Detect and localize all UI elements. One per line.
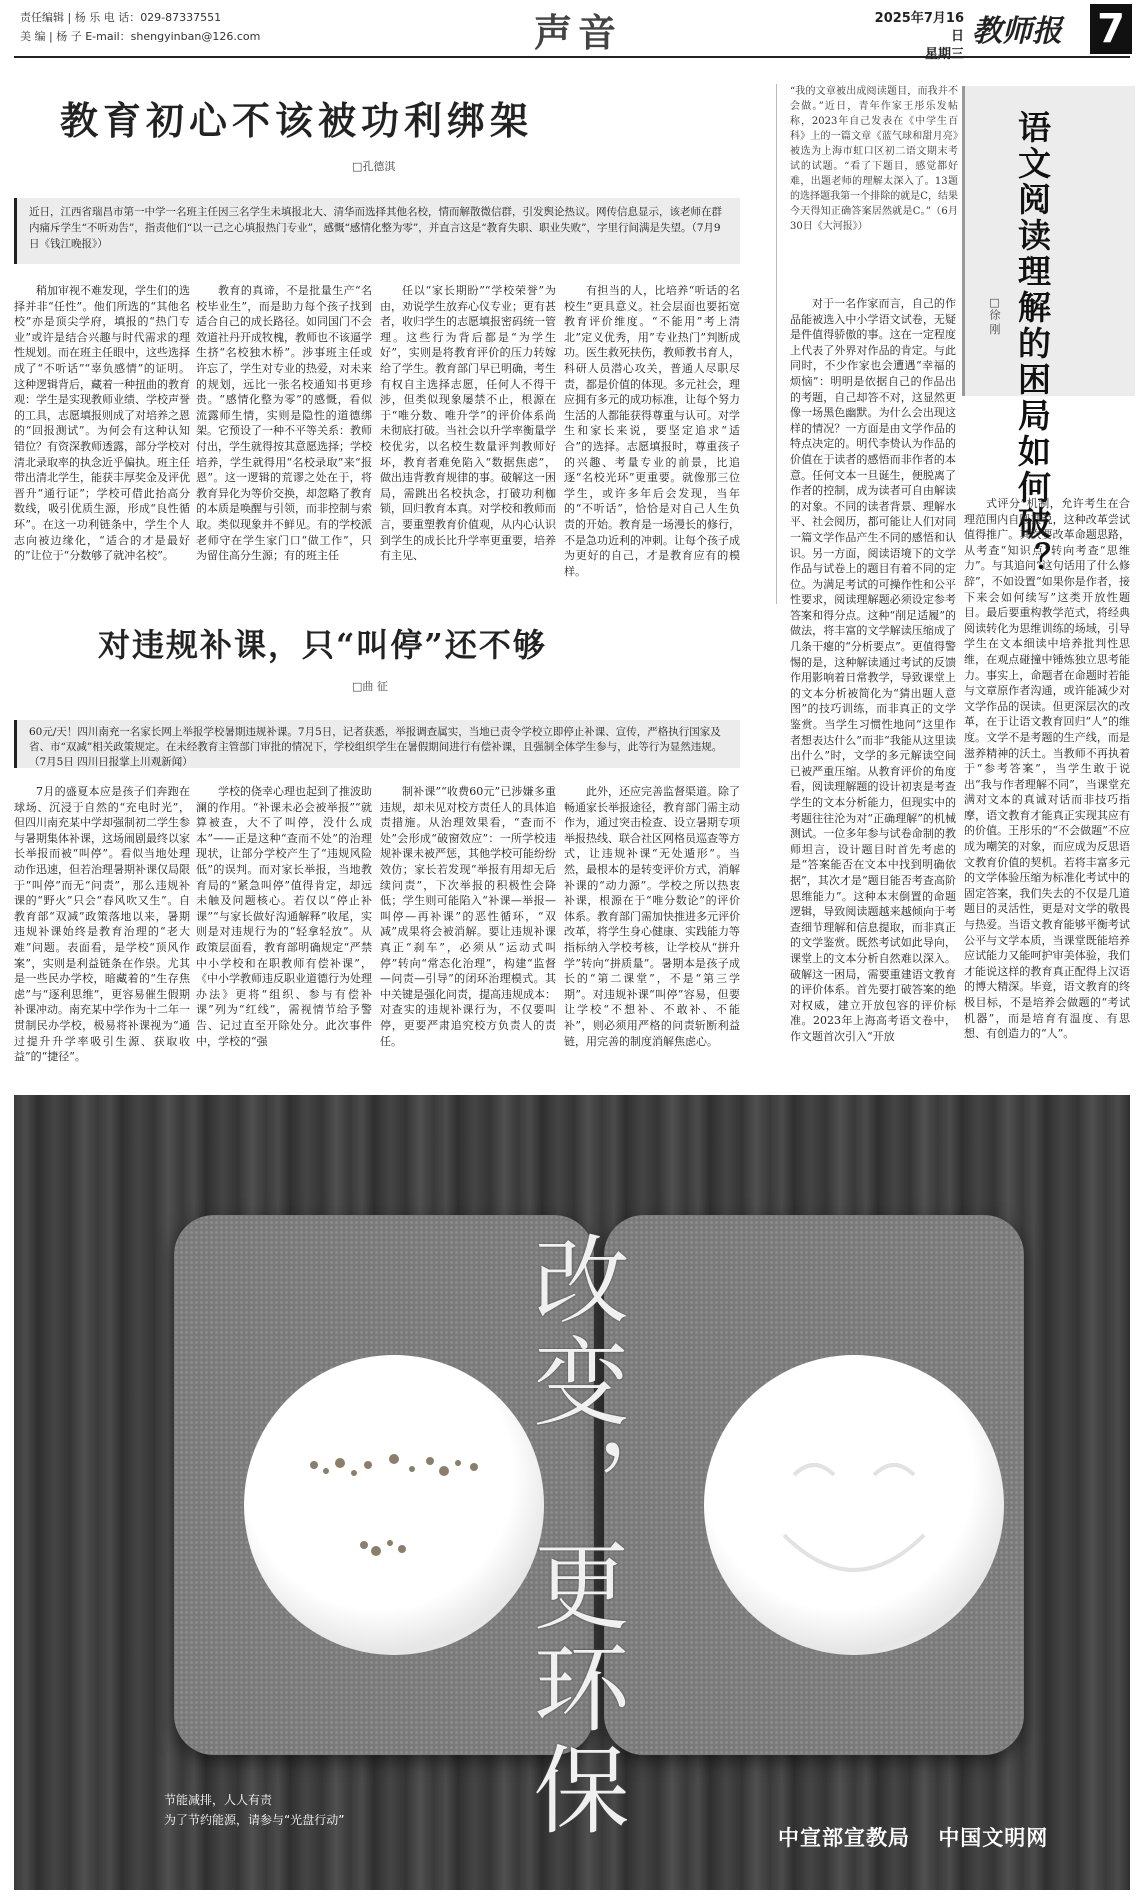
article3-column-1 [790,296,956,1084]
ad-slogan: 改变，更环保 [518,1230,630,1842]
article3-byline: □徐 刚 [988,296,1001,335]
food-scraps-icon [244,1355,544,1655]
article2-column-2 [196,784,372,1084]
masthead [14,4,1130,62]
article2-column-4 [564,784,740,1084]
ad-note [164,1790,344,1830]
issue-date [864,10,964,64]
article1-column-2 [196,283,372,601]
ad-note-line1: 节能减排，人人有责 [164,1793,273,1807]
article2-column-1 [14,784,190,1084]
article1-byline: □孔德淇 [352,160,396,173]
article1-column-3 [380,283,556,601]
article3-title: 语文阅读理解的困局如何破？ [1013,110,1052,578]
article3-column-2 [964,496,1130,1084]
date-text: 2025年7月16日 [874,11,964,44]
page-number: 7 [1090,4,1132,54]
clean-plate [704,1355,1004,1655]
article2-column-4-text: 此外，还应完善监督渠道。除了畅通家长举报途径，教育部门需主动作为，通过突击检查、设立暑期专项举报热线、联合社区网格员巡查等方式，让违规补课“无处遁形”。当然，最根本的是转变评价方式，消解补课的“动力源”。学校之所以热衷补课，根源在于“唯分数论”的评价体系。教育部门需加快推进多元评价改革，将学生身心健康、实践能力等指标纳入学校考核，让学校从“拼升学”转向“拼质量”。暑期本是孩子成长的“第二课堂”，不是“第三学期”。对违规补课“叫停”容易，但要让学校“不想补、不敢补、不能补”，则必须用严格的问责斩断利益链，用完善的制度消解焦虑心。 [564,785,740,1048]
article3-column-2-text: 式评分”机制，允许考生在合理范围内自圆其说，这种改革尝试值得推广。其次要改革命题思路，从考查“知识点”转向考查“思维力”。与其追问“这句话用了什么修辞”，不如设置“如果你是作者，接下来会如何续写”这类开放性题目。最后要重构教学范式，将经典阅读转化为思维训练的场域，引导学生在文本细读中培养批判性思维，在观点碰撞中锤炼独立思考能力。事实上，命题者在命题时若能与文章原作者沟通，或许能减少对文学作品的误读。但更深层次的改革，在于让语文教育回归“人”的维度。文学不是考题的生产线，而是滋养精神的沃土。当教师不再执着于“参考答案”，当学生敢于说出“我与作者理解不同”，当课堂充满对文本的真诚对话而非技巧指摩，语文教育才能真正实现其应有的价值。王彤乐的“不会做题”不应成为嘲笑的对象，而应成为反思语文教育价值的契机。若将丰富多元的文学体验压缩为标准化考试中的固定答案，我们失去的不仅是几道题目的灵活性，更是对文学的敬畏与热爱。当语文教育能够平衡考试公平与文学本质，当课堂既能培养应试能力又能呵护审美体验，我们才能说这样的教育真正配得上汉语的博大精深。毕竟，语文教育的终极目标，不是培养会做题的“考试机器”，而是培育有温度、有思想、有创造力的“人”。 [964,497,1130,1041]
paper-logo: 教师报 [972,14,1062,49]
editor-line: 责任编辑 | 杨 乐 电 话：029-87337551 [20,11,222,24]
article1-column-4 [564,283,740,601]
editor-info [20,8,260,46]
article1-column-4-text: 有担当的人，比培养“听话的名校生”更具意义。社会层面也要拓宽教育评价维度。“不能用”考上清北”定义优秀，用”专业热门”判断成功。医生救死扶伤，教师教书育人，科研人员潜心攻关，普通人尽职尽责，都是价值的体现。多元社会，理应拥有多元的成功标准，让每个努力生活的人都能获得尊重与认可。对学生和家长来说，要坚定追求“适合”的选择。志愿填报时，尊重孩子的兴趣、考量专业的前景，比追逐“名校光环”更重要。就像那三位学生，或许多年后会发现，当年的“不听话”，恰恰是对自己人生负责的开始。教育是一场漫长的修行，不是急功近利的冲刺。让每个孩子成为更好的自己，才是教育应有的模样。 [564,284,740,578]
article2-byline: □曲 征 [352,680,388,693]
article3-quote: “我的文章被出成阅读题目，而我并不会做。”近日，青年作家王彤乐发帖称，2023年自己发表在《中学生百科》上的一篇文章《蓝气球和甜月亮》被选为上海市虹口区初二语文期末考试的试题。“看了下题目，感觉都好难，出题老师的理解太深入了。13题的选择题我第一个排除的就是C，结果今天得知正确答案居然就是C。”（6月30日《大河报》） [790,86,958,232]
article1-column-1 [14,283,190,601]
article1-column-1-text: 稍加审视不难发现，学生们的选择并非“任性”。他们所选的“其他名校”亦是顶尖学府，填报的“热门专业”或许是结合兴趣与时代需求的理性规划。而在班主任眼中，这些选择成了“不听话”“辜负感情”的证明。这种逻辑背后，藏着一种扭曲的教育观：学生是实现教师业绩、学校声誉的工具，志愿填报则成了对培养之恩的“回报测试”。为何会有这种认知错位？有资深教师透露，部分学校对清北录取率的执念近乎偏执。班主任带出清北学生，能获丰厚奖金及评优晋升“通行证”；学校可借此抬高分数线，吸引优质生源，形成“良性循环”。在这一功利链条中，学生个人志向被边缘化，“适合的才是最好的”让位于“分数够了就冲名校”。 [14,284,190,563]
ad-org-1: 中宣部宣教局 [778,1826,910,1850]
article2-column-1-text: 7月的盛夏本应是孩子们奔跑在球场、沉浸于自然的“充电时光”，但四川南充某中学却强制初二学生参与暑期集体补课，这场闹剧最终以家长举报而被“叫停”。看似当地处理动作迅速，但若治理暑期补课仅局限于“叫停”而无“问责”，那么违规补课的“野火”只会“春风吹又生”。自教育部“双减”政策落地以来，暑期违规补课始终是教育治理的“老大难”问题。表面看，是学校“顶风作案”，实则是利益链条在作祟。尤其是一些民办学校，暗藏着的“生存焦虑”与“逐利思维”，更容易催生假期补课冲动。南充某中学作为十二年一贯制民办学校，极易将补课视为“通过提升升学率吸引生源、获取收益”的“捷径”。 [14,785,190,1064]
weekday-text: 星期三 [924,47,964,62]
public-service-ad [14,1095,1130,1890]
article1-title: 教育初心不该被功利绑架 [60,98,534,143]
article1-news-box: 近日，江西省瑞昌市第一中学一名班主任因三名学生未填报北大、清华而选择其他名校，情而解散微信群，引发舆论热议。网传信息显示，该老师在群内痛斥学生“不听劝告”，指责他们“以一己之心填报热门专业”，感慨“感情化整为零”，并直言这是“教育失职、职业失败”，字里行间满是失望。（7月9日《钱江晚报》） [14,198,740,264]
ad-organizations [778,1822,1048,1852]
smile-icon [704,1355,1004,1655]
column-divider [776,84,777,604]
designer-line: 美 编 | 杨 子 E-mail：shengyinban@126.com [20,30,261,43]
article1-column-3-text: 任以“家长期盼”“学校荣誉”为由，劝说学生放弃心仪专业；更有甚者，收归学生的志愿填报密码统一管理。这些行为背后都是“为学生好”，实则是将教育评价的压力转嫁给了学生。教育部门早已明确，考生有权自主选择志愿，任何人不得干涉，但类似现象屡禁不止，根源在于“唯分数、唯升学”的评价体系尚未彻底打破。当社会以升学率衡量学校优劣，以名校生数量评判教师好坏，教育者难免陷入“数据焦虑”，做出违背教育规律的事。破解这一困局，需跳出名校执念，打破功利枷锁，回归教育本真。对学校和教师而言，要重塑教育价值观，从内心认识到学生的成长比升学率更重要，培养有主见、 [380,284,556,563]
article2-news-box: 60元/天！四川南充一名家长网上举报学校暑期违规补课。7月5日，记者获悉，举报调查属实，当地已责令学校立即停止补课、宣传，严格执行国家及省、市“双减”相关政策规定。在未经教育主管部门审批的情况下，学校组织学生在暑假期间进行有偿补课，且强制全体学生参与，此等行为显然违规。（7月5日 四川日报掌上川观新闻） [14,720,740,768]
article2-title: 对违规补课，只“叫停”还不够 [98,626,547,664]
ad-note-line2: 为了节约能源，请参与“光盘行动” [164,1813,345,1827]
plate-with-leftovers [244,1355,544,1655]
article3-column-1-text: 对于一名作家而言，自己的作品能被选入中小学语文试卷，无疑是件值得骄傲的事。这在一定程度上代表了外界对作品的肯定。与此同时，不少作家也会遭遇“幸福的烦恼”：明明是依据自己的作品出的考题，自己却答不对，这显然更像一场黑色幽默。为什么会出现这样的情况？一方面是由文学作品的特点决定的。明代李贽认为作品的价值在于读者的感悟而非作者的本意。任何文本一旦诞生，便脱离了作者的控制，成为读者可自由解读的对象。不同的读者背景、理解水平、社会阅历，都可能让人们对同一篇文学作品产生不同的感悟和认识。另一方面，阅读语境下的文学作品与试卷上的题目有着不同的定位。为满足考试的可操作性和公平性要求，阅读理解题必须设定参考答案和得分点。这种“削足适履”的做法，将丰富的文学解读压缩成了几条干瘪的“分析要点”。更值得警惕的是，这种解读通过考试的反馈作用影响着日常教学，导致课堂上的文本分析被简化为“猜出题人意图”的技巧训练，而非真正的文学鉴赏。当学生习惯性地问“这里作者想表达什么”而非“我能从这里读出什么”时，文学的多元解读空间已被严重压缩。从教育评价的角度看，阅读理解题的设计初衷是考查学生的文本分析能力，但现实中的考题往往沦为对“正确理解”的机械测试。一位多年参与试卷命制的教师坦言，设计题目时首先考虑的是“答案能否在文本中找到明确依据”，其次才是“题目能否考查高阶思维能力”。这种本末倒置的命题逻辑，导致阅读题越来越倾向于考查细节理解和信息提取，而非真正的文学鉴赏。既然考试如此导向，课堂上的文本分析自然难以深入。破解这一困局，需要重建语文教育的评价体系。首先要打破答案的绝对权威，建立开放包容的评价标准。2023年上海高考语文卷中，作文题首次引入“开放 [790,297,956,1043]
article2-column-2-text: 学校的侥幸心理也起到了推波助澜的作用。“补课未必会被举报”“就算被查，大不了叫停，没什么成本”——正是这种“查而不处”的治理现状，让部分学校产生了“违规风险低”的误判。而对家长举报，当地教育局的“紧急叫停”值得肯定，却远未触及问题核心。若仅以“停止补课”“与家长做好沟通解释”收尾，实则是对违规行为的“轻拿轻放”。从政策层面看，教育部明确规定“严禁中小学校和在职教师有偿补课”，《中小学教师违反职业道德行为处理办法》更将“组织、参与有偿补课”列为“红线”，需视情节给予警告、记过直至开除处分。此次事件中，学校的“强 [196,785,372,1048]
ad-org-2: 中国文明网 [938,1826,1049,1850]
article1-column-2-text: 教育的真谛，不是批量生产“名校毕业生”，而是助力每个孩子找到适合自己的成长路径。如同国门不会效道社丹开成牧槐，教师也不该逼学生挤“名校独木桥”。涉事班主任或许忘了，学生对专业的热爱，对未来的规划，远比一张名校通知书更珍贵。“感情化整为零”的感慨，看似流露师生情，实则是隐性的道德绑架。它预设了一种不平等关系：教师付出，学生就得按其意愿选择；学校培养，学生就得用“名校录取”来“报恩”。这一逻辑的荒谬之处在于，将教育异化为等价交换，却忽略了教育的本质是唤醒与引领，而非控制与索取。类似现象并不鲜见。有的学校派老师守在学生家门口“做工作”，只为留住高分生源；有的班主任 [196,284,372,563]
article2-column-3-text: 制补课”“收费60元”已涉嫌多重违规，却未见对校方责任人的具体追责措施。从治理效果看，“查而不处”会形成“破窗效应”：一所学校违规补课未被严惩，其他学校可能纷纷效仿；家长若发现“举报有用却无后续问责”，下次举报的积极性会降低；学生则可能陷入“补课—举报—叫停—再补课”的恶性循环，“双减”成果将会被消解。要让违规补课真正“刹车”，必须从“运动式叫停”转向“常态化治理”，构建“监督—问责—引导”的闭环治理模式。其中关键是强化问责，提高违规成本：对查实的违规补课行为，不仅要叫停，更要严肃追究校方负责人的责任。 [380,785,556,1048]
article2-column-3 [380,784,556,1084]
section-title: 声音 [534,10,623,55]
